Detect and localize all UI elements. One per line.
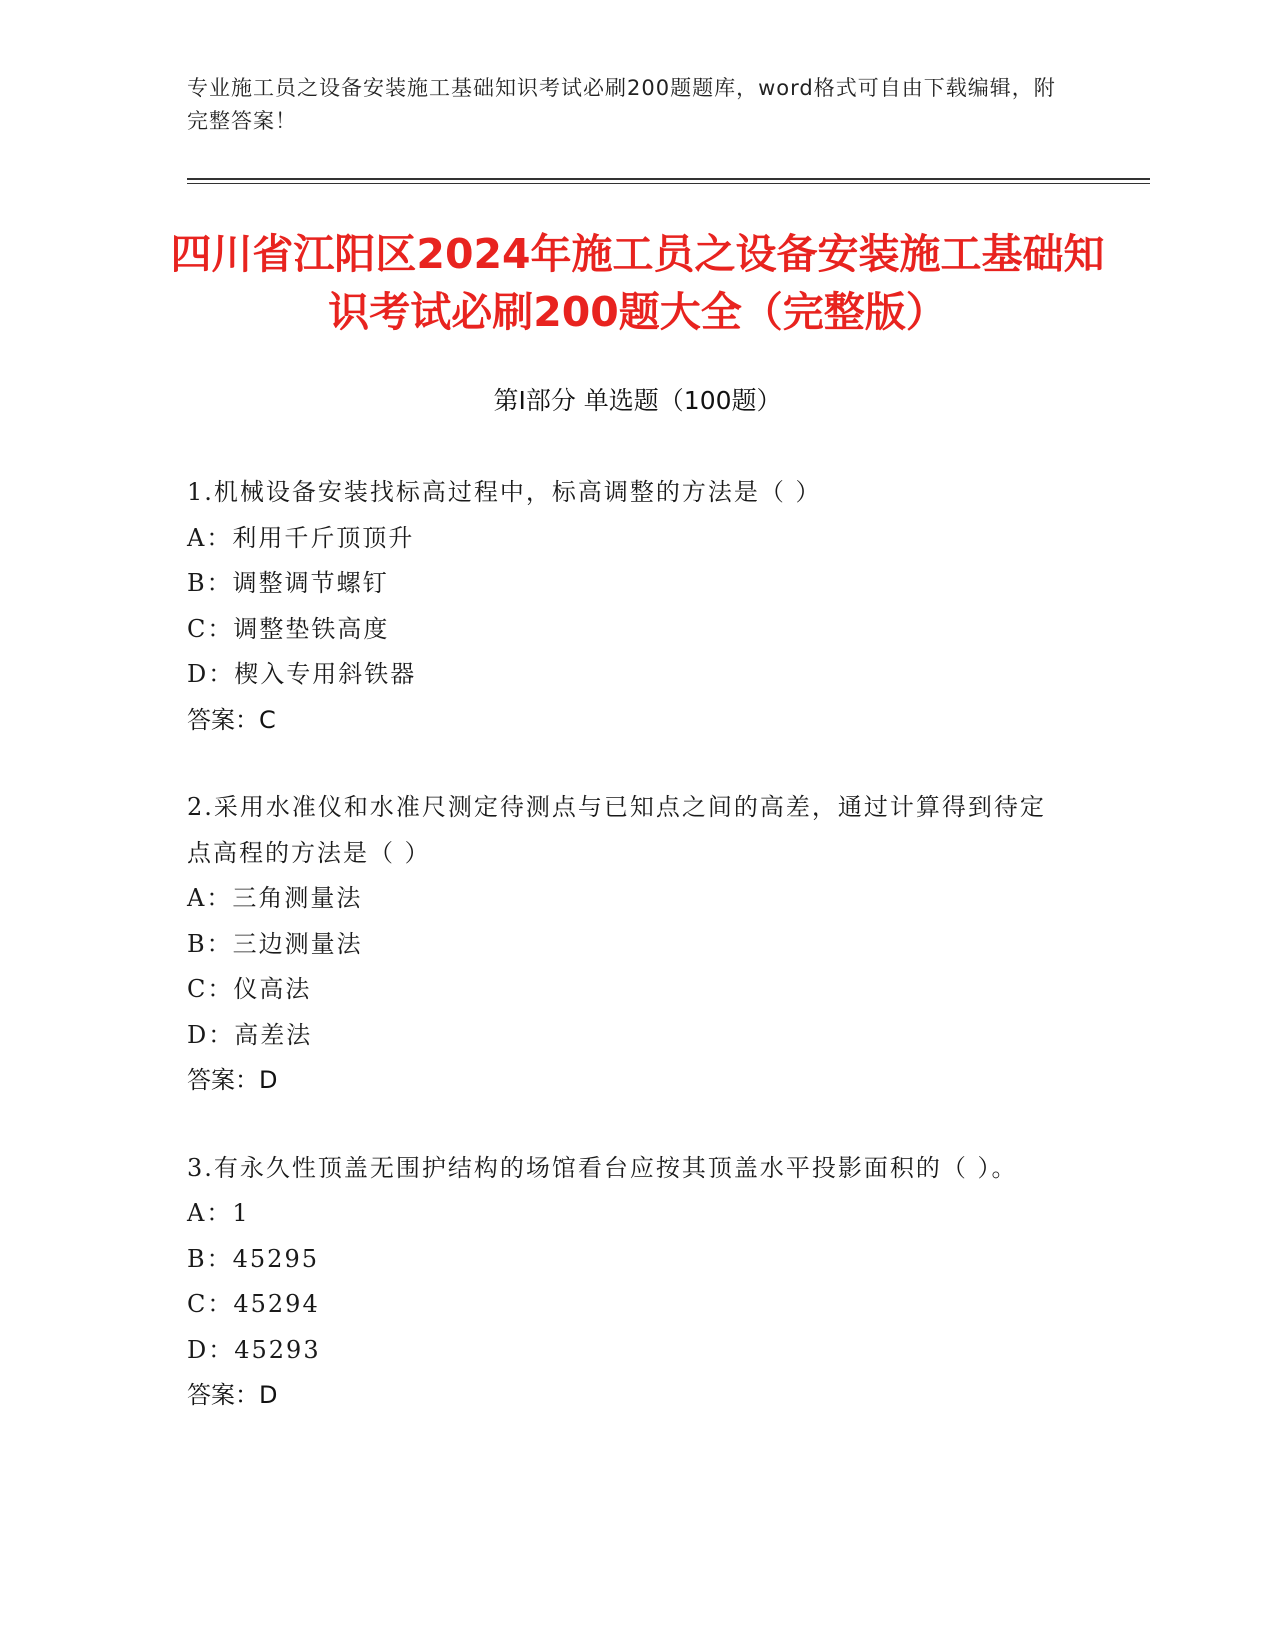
option-d: D：楔入专用斜铁器 [187, 660, 417, 688]
header-rule-thin [187, 183, 1150, 184]
option-a: A：利用千斤顶顶升 [187, 523, 415, 552]
question-2 [187, 785, 1067, 1104]
document-title: 四川省江阳区2024年施工员之设备安装施工基础知识考试必刷200题大全（完整版） [170, 230, 1105, 336]
option-b: B：三边测量法 [187, 929, 363, 958]
question-stem: 3.有永久性顶盖无围护结构的场馆看台应按其顶盖水平投影面积的（ ）。 [187, 1153, 1018, 1182]
option-d: D：高差法 [187, 1020, 313, 1049]
question-list [187, 470, 1067, 1461]
option-a: A：三角测量法 [187, 884, 363, 912]
question-stem: 2.采用水准仪和水准尺测定待测点与已知点之间的高差，通过计算得到待定点高程的方法是（ ） [187, 793, 1046, 867]
question-3 [187, 1146, 1067, 1419]
option-a: A：1 [187, 1199, 250, 1227]
option-c: C：仪高法 [187, 975, 312, 1003]
option-c: C：45294 [187, 1290, 320, 1318]
question-1 [187, 470, 1067, 743]
option-c: C：调整垫铁高度 [187, 614, 390, 643]
answer: 答案：D [187, 1066, 278, 1094]
section-title: 第Ⅰ部分 单选题（100题） [493, 386, 782, 415]
question-stem: 1.机械设备安装找标高过程中，标高调整的方法是（ ） [187, 478, 822, 506]
header-rule-thick [187, 178, 1150, 180]
answer: 答案：D [187, 1381, 278, 1409]
option-d: D：45293 [187, 1335, 321, 1364]
option-b: B：45295 [187, 1244, 319, 1273]
answer: 答案：C [187, 705, 276, 734]
option-b: B：调整调节螺钉 [187, 569, 389, 597]
header-note: 专业施工员之设备安装施工基础知识考试必刷200题题库，word格式可自由下载编辑，附完整答案！ [187, 76, 1056, 133]
